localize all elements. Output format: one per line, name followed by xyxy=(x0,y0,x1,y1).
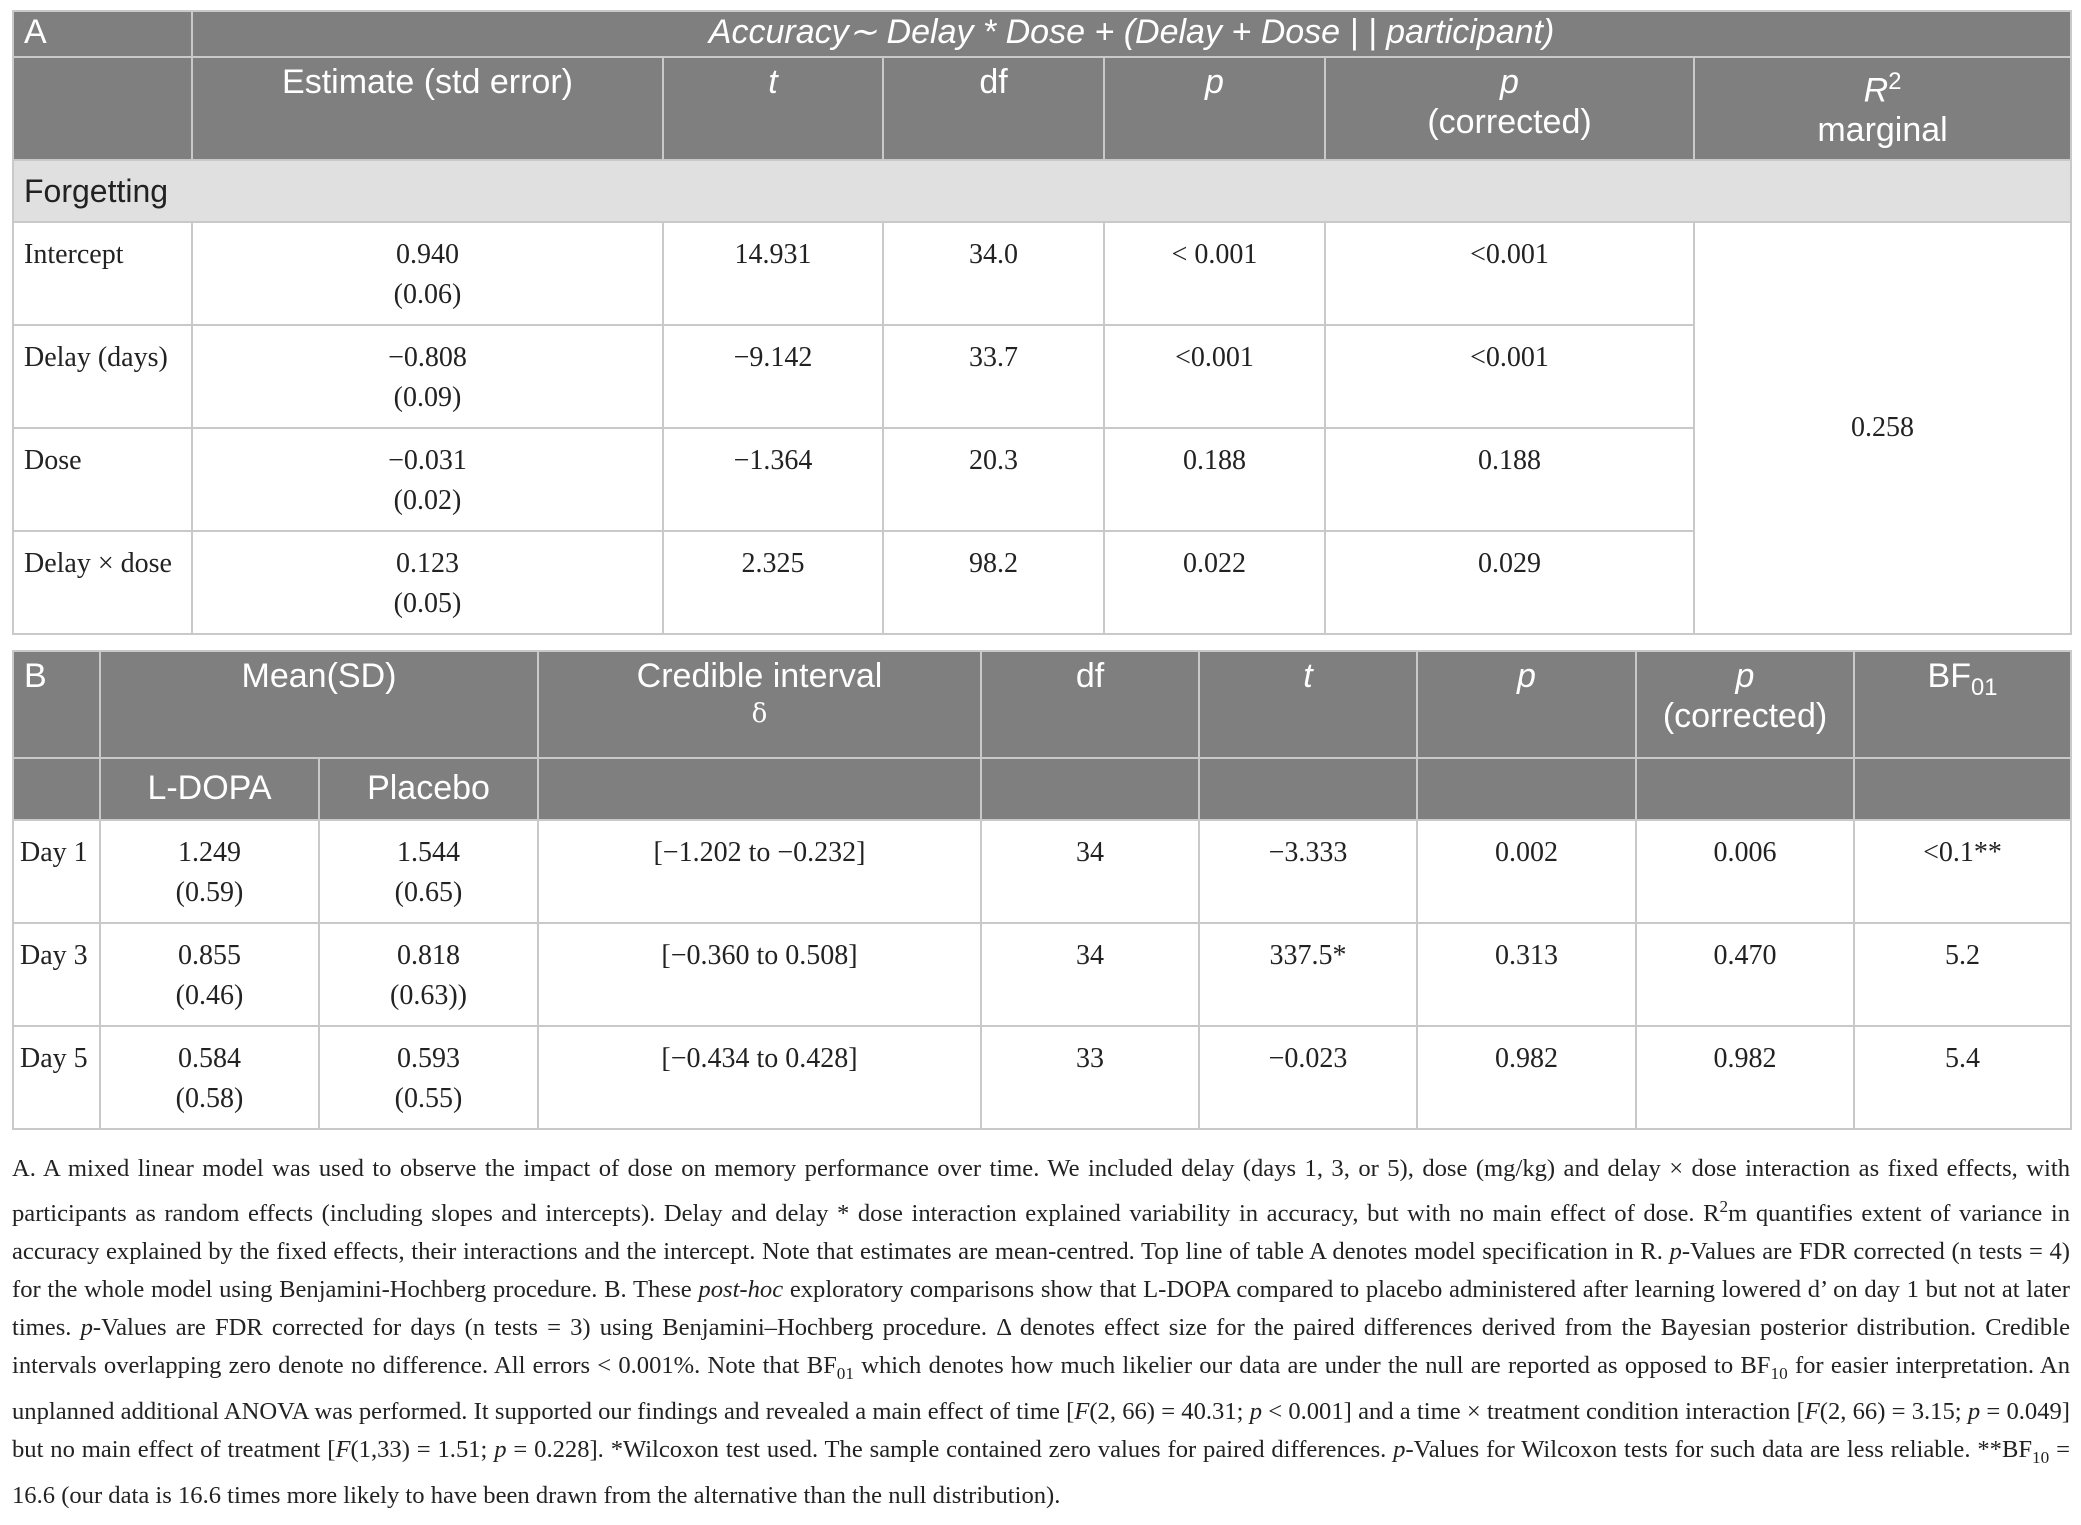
header-mean-sd: Mean(SD) xyxy=(100,651,538,758)
footnote-segment: = 16.6 (our data is 16.6 times more likely to have been drawn from the alternative than the null distribution). xyxy=(12,1436,2070,1509)
row-label: Delay (days) xyxy=(13,325,192,428)
header-blank xyxy=(1199,758,1417,820)
p-cell: 0.313 xyxy=(1417,923,1636,1026)
p-corrected-cell: 0.982 xyxy=(1636,1026,1854,1129)
header-t: t xyxy=(663,57,883,160)
header-bf-subscript: 01 xyxy=(1970,673,1998,701)
std-error-value: (0.09) xyxy=(393,382,462,413)
header-delta-symbol: δ xyxy=(751,699,768,729)
p-cell: < 0.001 xyxy=(1104,222,1325,325)
footnote-superscript: 2 xyxy=(1719,1197,1729,1216)
footnote-subscript: 10 xyxy=(2032,1448,2050,1467)
ldopa-sd: (0.58) xyxy=(175,1083,244,1114)
placebo-mean: 0.593 xyxy=(397,1043,460,1074)
p-corrected-cell: 0.470 xyxy=(1636,923,1854,1026)
r2-marginal-value: 0.258 xyxy=(1694,222,2071,634)
placebo-sd: (0.63)) xyxy=(390,980,467,1011)
header-p-corrected-label: (corrected) xyxy=(1427,103,1592,141)
ci-cell: [−0.434 to 0.428] xyxy=(538,1026,981,1129)
row-label: Delay × dose xyxy=(13,531,192,634)
placebo-cell xyxy=(319,1026,538,1129)
header-blank xyxy=(13,758,100,820)
header-ldopa: L-DOPA xyxy=(100,758,319,820)
estimate-value: −0.808 xyxy=(388,342,467,373)
p-cell: 0.188 xyxy=(1104,428,1325,531)
footnote-segment: exploratory comparisons show that L-DOPA compared to placebo administered after learning lowered d’ on day 1 but not at later times. xyxy=(12,1276,2070,1342)
estimate-value: −0.031 xyxy=(388,445,467,476)
footnote-italic: p xyxy=(80,1314,93,1342)
estimate-cell xyxy=(192,428,663,531)
estimate-cell xyxy=(192,325,663,428)
footnote-segment: A. A mixed linear model was used to observe the impact of dose on memory performance over time. We included delay (days 1, 3, or 5), dose (mg/kg) and delay × dose interaction as fixed effects, with participants as random effects (including slopes and intercepts). Delay and delay * dose interaction explained variability in accuracy, but with no main effect of dose. R xyxy=(12,1155,2070,1228)
table-b xyxy=(12,650,2072,1130)
header-r2-sup: 2 xyxy=(1888,68,1902,95)
header-r2-label: marginal xyxy=(1817,111,1948,150)
header-df: df xyxy=(981,651,1199,758)
df-cell: 34.0 xyxy=(883,222,1104,325)
table-row xyxy=(13,222,2071,325)
std-error-value: (0.02) xyxy=(393,485,462,516)
p-cell: 0.002 xyxy=(1417,820,1636,923)
row-label: Day 5 xyxy=(13,1026,100,1129)
table-row xyxy=(13,923,2071,1026)
p-corrected-cell: 0.006 xyxy=(1636,820,1854,923)
bf-cell: 5.4 xyxy=(1854,1026,2071,1129)
table-b-label: B xyxy=(13,651,100,758)
footnote-segment: -Values are FDR corrected (n tests = 4) for the whole model using Benjamini-Hochberg procedure. B. These xyxy=(12,1238,2070,1304)
footnote-segment: which denotes how much likelier our data are under the null are reported as opposed to BF xyxy=(854,1352,1771,1380)
header-blank xyxy=(1636,758,1854,820)
footnote-segment: (1,33) = 1.51; xyxy=(350,1436,495,1464)
header-blank xyxy=(1854,758,2071,820)
table-row xyxy=(13,1026,2071,1129)
footnote-segment: -Values are FDR corrected for days (n tests = 3) using Benjamini–Hochberg procedure. Δ denotes effect size for the paired differences derived from the Bayesian posterior distribution. Credible intervals overlapping zero denote no difference. All errors < 0.001%. Note that BF xyxy=(12,1314,2070,1380)
ci-cell: [−0.360 to 0.508] xyxy=(538,923,981,1026)
ci-cell: [−1.202 to −0.232] xyxy=(538,820,981,923)
df-cell: 33.7 xyxy=(883,325,1104,428)
ldopa-cell xyxy=(100,820,319,923)
bf-cell: <0.1** xyxy=(1854,820,2071,923)
estimate-cell xyxy=(192,531,663,634)
header-p-corrected xyxy=(1325,57,1694,160)
estimate-value: 0.940 xyxy=(396,239,459,270)
footnote-italic: F xyxy=(1074,1398,1090,1426)
t-cell: 2.325 xyxy=(663,531,883,634)
p-corrected-cell: <0.001 xyxy=(1325,325,1694,428)
df-cell: 33 xyxy=(981,1026,1199,1129)
footnote-italic: F xyxy=(335,1436,351,1464)
df-cell: 20.3 xyxy=(883,428,1104,531)
t-cell: 337.5* xyxy=(1199,923,1417,1026)
table-footnote xyxy=(12,1150,2070,1515)
df-cell: 98.2 xyxy=(883,531,1104,634)
header-estimate: Estimate (std error) xyxy=(192,57,663,160)
footnote-segment: < 0.001] and a time × treatment condition interaction [ xyxy=(1262,1398,1805,1426)
table-a-label: A xyxy=(13,11,192,57)
ldopa-mean: 0.584 xyxy=(178,1043,241,1074)
header-blank xyxy=(1417,758,1636,820)
footnote-italic: p xyxy=(1249,1398,1262,1426)
footnote-segment: for easier interpretation. An unplanned additional ANOVA was performed. It supported our findings and revealed a main effect of time [ xyxy=(12,1352,2070,1426)
header-p: p xyxy=(1417,651,1636,758)
table-row xyxy=(13,820,2071,923)
t-cell: −9.142 xyxy=(663,325,883,428)
header-bf01 xyxy=(1854,651,2071,758)
section-forgetting: Forgetting xyxy=(13,160,2071,222)
footnote-subscript: 01 xyxy=(836,1364,854,1384)
header-r2-marginal xyxy=(1694,57,2071,160)
footnote-segment: (2, 66) = 3.15; xyxy=(1819,1398,1968,1426)
df-cell: 34 xyxy=(981,820,1199,923)
row-label: Day 1 xyxy=(13,820,100,923)
row-label: Intercept xyxy=(13,222,192,325)
table-a xyxy=(12,10,2072,635)
footnote-italic: p xyxy=(1393,1436,1406,1464)
model-specification: Accuracy∼ Delay * Dose + (Delay + Dose | | participant) xyxy=(192,11,2071,57)
df-cell: 34 xyxy=(981,923,1199,1026)
header-df: df xyxy=(883,57,1104,160)
header-blank xyxy=(13,57,192,160)
footnote-italic: F xyxy=(1804,1398,1820,1426)
header-p-corrected xyxy=(1636,651,1854,758)
header-p-corrected-p: p xyxy=(1735,657,1755,695)
t-cell: −1.364 xyxy=(663,428,883,531)
p-cell: <0.001 xyxy=(1104,325,1325,428)
header-placebo: Placebo xyxy=(319,758,538,820)
header-blank xyxy=(538,758,981,820)
estimate-value: 0.123 xyxy=(396,548,459,579)
footnote-segment: m quantifies extent of variance in accuracy explained by the fixed effects, their interactions and the intercept. Note that estimates are mean-centred. Top line of table A denotes model specification in R. xyxy=(12,1200,2071,1266)
ldopa-cell xyxy=(100,923,319,1026)
std-error-value: (0.06) xyxy=(393,279,462,310)
footnote-segment: -Values for Wilcoxon tests for such data are less reliable. **BF xyxy=(1405,1436,2033,1464)
ldopa-mean: 0.855 xyxy=(178,940,241,971)
footnote-segment: = 0.049] but no main effect of treatment [ xyxy=(12,1398,2070,1464)
footnote-italic: post-hoc xyxy=(698,1276,784,1304)
p-cell: 0.982 xyxy=(1417,1026,1636,1129)
header-p-corrected-label: (corrected) xyxy=(1662,697,1828,735)
footnote-segment: (2, 66) = 40.31; xyxy=(1089,1398,1250,1426)
row-label: Dose xyxy=(13,428,192,531)
placebo-sd: (0.55) xyxy=(394,1083,463,1114)
header-p-corrected-p: p xyxy=(1500,63,1519,101)
footnote-text xyxy=(12,1150,2070,1515)
header-r2-r: R xyxy=(1863,71,1889,110)
header-credible-interval-label: Credible interval xyxy=(636,657,883,695)
t-cell: −0.023 xyxy=(1199,1026,1417,1129)
t-cell: 14.931 xyxy=(663,222,883,325)
header-blank xyxy=(981,758,1199,820)
header-p: p xyxy=(1104,57,1325,160)
placebo-cell xyxy=(319,820,538,923)
footnote-italic: p xyxy=(1669,1238,1682,1266)
footnote-italic: p xyxy=(1967,1398,1981,1426)
p-corrected-cell: 0.188 xyxy=(1325,428,1694,531)
t-cell: −3.333 xyxy=(1199,820,1417,923)
placebo-mean: 1.544 xyxy=(397,837,460,868)
header-credible-interval xyxy=(538,651,981,758)
placebo-cell xyxy=(319,923,538,1026)
p-corrected-cell: 0.029 xyxy=(1325,531,1694,634)
footnote-subscript: 10 xyxy=(1770,1364,1788,1384)
bf-cell: 5.2 xyxy=(1854,923,2071,1026)
estimate-cell xyxy=(192,222,663,325)
std-error-value: (0.05) xyxy=(393,588,462,619)
p-corrected-cell: <0.001 xyxy=(1325,222,1694,325)
ldopa-mean: 1.249 xyxy=(178,837,241,868)
ldopa-sd: (0.46) xyxy=(175,980,244,1011)
ldopa-sd: (0.59) xyxy=(175,877,244,908)
row-label: Day 3 xyxy=(13,923,100,1026)
p-cell: 0.022 xyxy=(1104,531,1325,634)
header-bf-label: BF xyxy=(1927,657,1971,695)
placebo-sd: (0.65) xyxy=(394,877,463,908)
footnote-segment: = 0.228]. *Wilcoxon test used. The sample contained zero values for paired differences. xyxy=(506,1436,1394,1464)
ldopa-cell xyxy=(100,1026,319,1129)
placebo-mean: 0.818 xyxy=(397,940,460,971)
header-t: t xyxy=(1199,651,1417,758)
footnote-italic: p xyxy=(494,1436,507,1464)
